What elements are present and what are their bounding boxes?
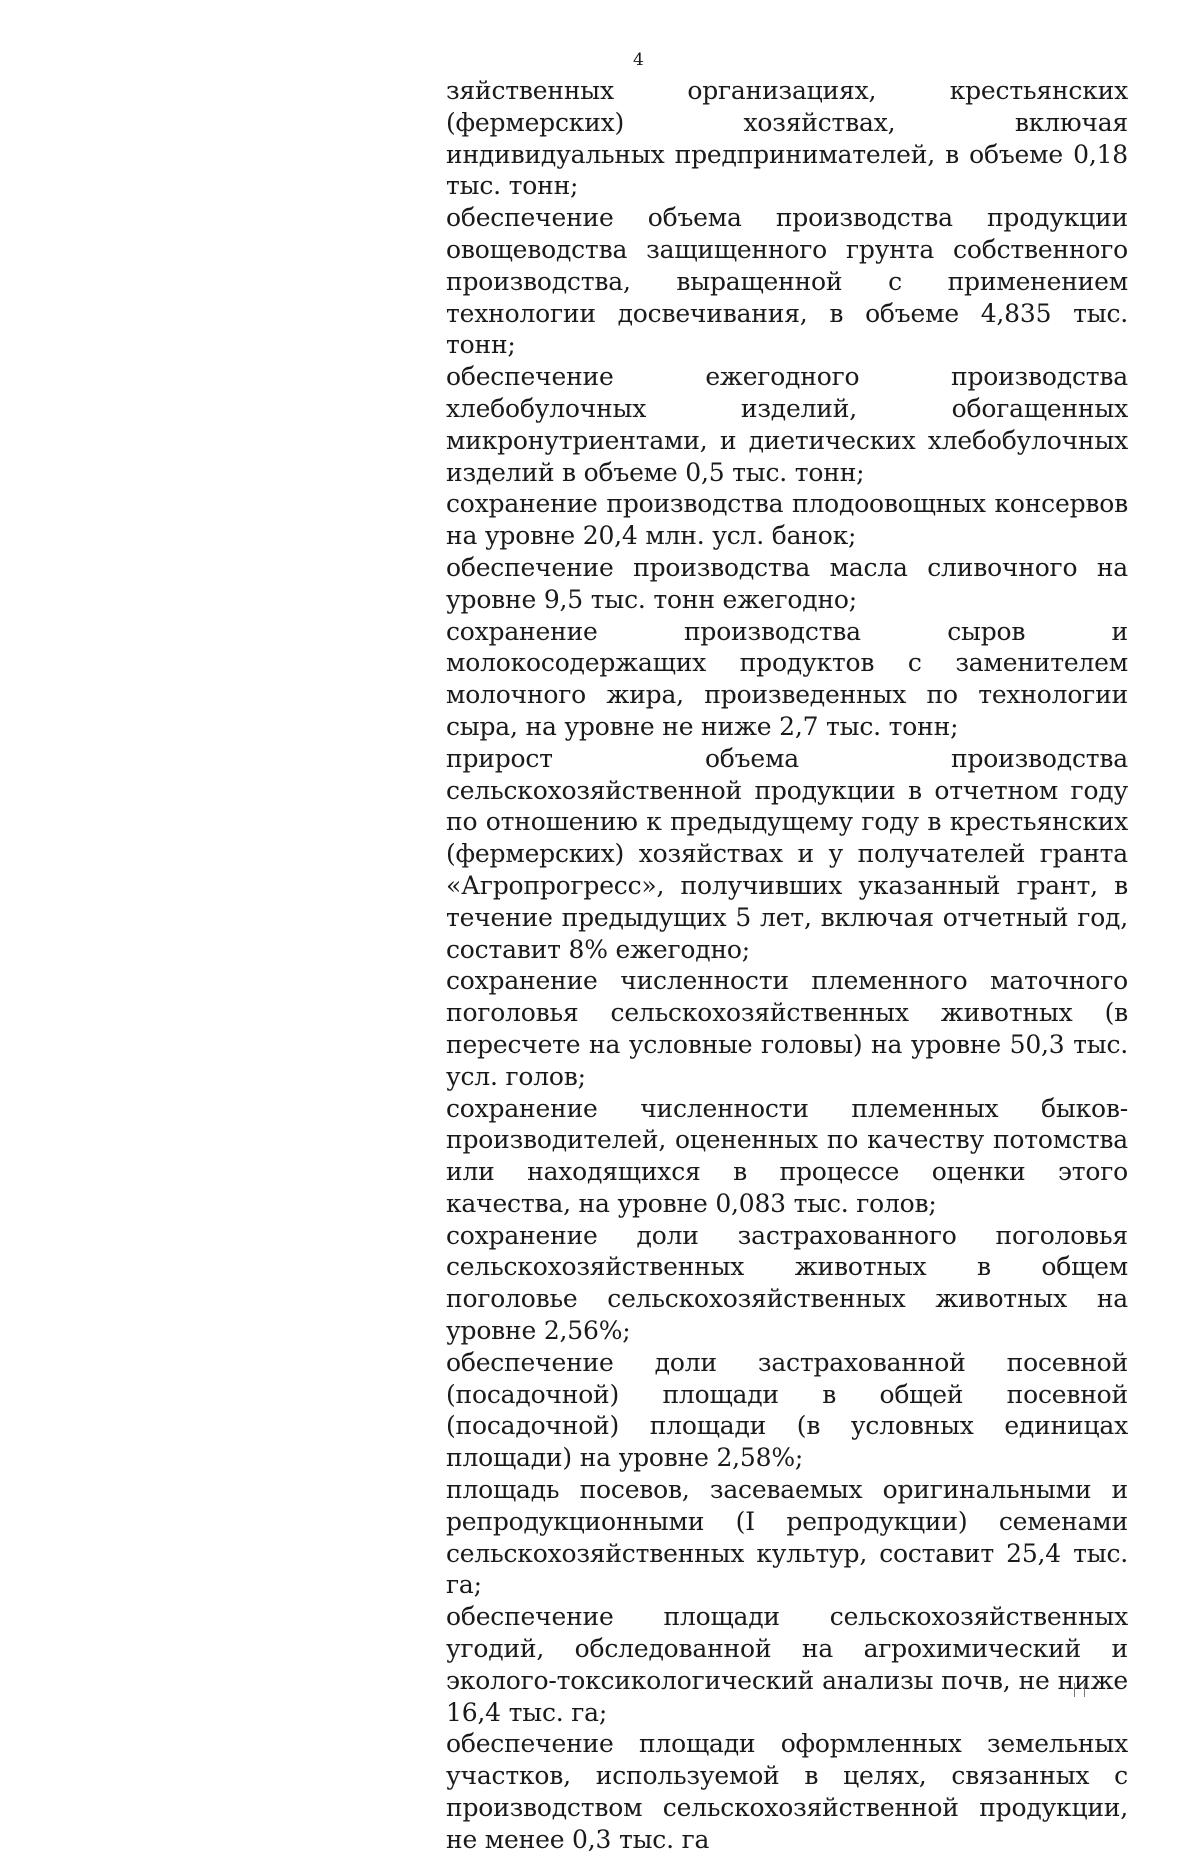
paragraph: зяйственных организациях, крестьянских (фермерских) хозяйствах, включая индивидуальных предпринимателей, в объеме 0,18 тыс. тонн; (446, 76, 1128, 201)
paragraph: обеспечение площади оформленных земельных участков, используемой в целях, связанных с производством сельскохозяйственной продукции, не менее 0,3 тыс. га (446, 1729, 1128, 1854)
scan-artifact (1074, 1683, 1085, 1697)
paragraph: обеспечение площади сельскохозяйственных угодий, обследованной на агрохимический и эколого-токсикологический анализы почв, не ниже 16,4 тыс. га; (446, 1602, 1128, 1727)
paragraph: сохранение численности племенного маточного поголовья сельскохозяйственных животных (в пересчете на условные головы) на уровне 50,3 тыс. усл. голов; (446, 966, 1128, 1091)
paragraph: обеспечение объема производства продукции овощеводства защищенного грунта собственного производства, выращенной с применением технологии досвечивания, в объеме 4,835 тыс. тонн; (446, 203, 1128, 360)
paragraph: обеспечение доли застрахованной посевной (посадочной) площади в общей посевной (посадочной) площади (в условных единицах площади) на уровне 2,58%; (446, 1347, 1128, 1473)
paragraph: сохранение производства плодоовощных консервов на уровне 20,4 млн. усл. банок; (446, 489, 1128, 551)
paragraph: сохранение доли застрахованного поголовья сельскохозяйственных животных в общем поголовье сельскохозяйственных животных на уровне 2,56%; (446, 1220, 1128, 1346)
paragraph: сохранение производства сыров и молокосодержащих продуктов с заменителем молочного жира, произведенных по технологии сыра, на уровне не ниже 2,7 тыс. тонн; (446, 616, 1128, 741)
paragraph: площадь посевов, засеваемых оригинальными и репродукционными (I репродукции) семенами сельскохозяйственных культур, составит 25,4 тыс. га; (446, 1475, 1128, 1600)
paragraph: прирост объема производства сельскохозяйственной продукции в отчетном году по отношению к предыдущему году в крестьянских (фермерских) хозяйствах и у получателей гранта «Агропрогресс», получивших указанный грант, в течение предыдущих 5 лет, включая отчетный год, составит 8% ежегодно; (446, 743, 1128, 964)
document-body (446, 75, 1128, 1856)
paragraph: сохранение численности племенных быков-производителей, оцененных по качеству потомства или находящихся в процессе оценки этого качества, на уровне 0,083 тыс. голов; (446, 1093, 1128, 1218)
page-number: 4 (633, 50, 644, 70)
paragraph: обеспечение производства масла сливочного на уровне 9,5 тыс. тонн ежегодно; (446, 552, 1128, 614)
paragraph: обеспечение ежегодного производства хлебобулочных изделий, обогащенных микронутриентами, и диетических хлебобулочных изделий в объеме 0,5 тыс. тонн; (446, 362, 1128, 487)
